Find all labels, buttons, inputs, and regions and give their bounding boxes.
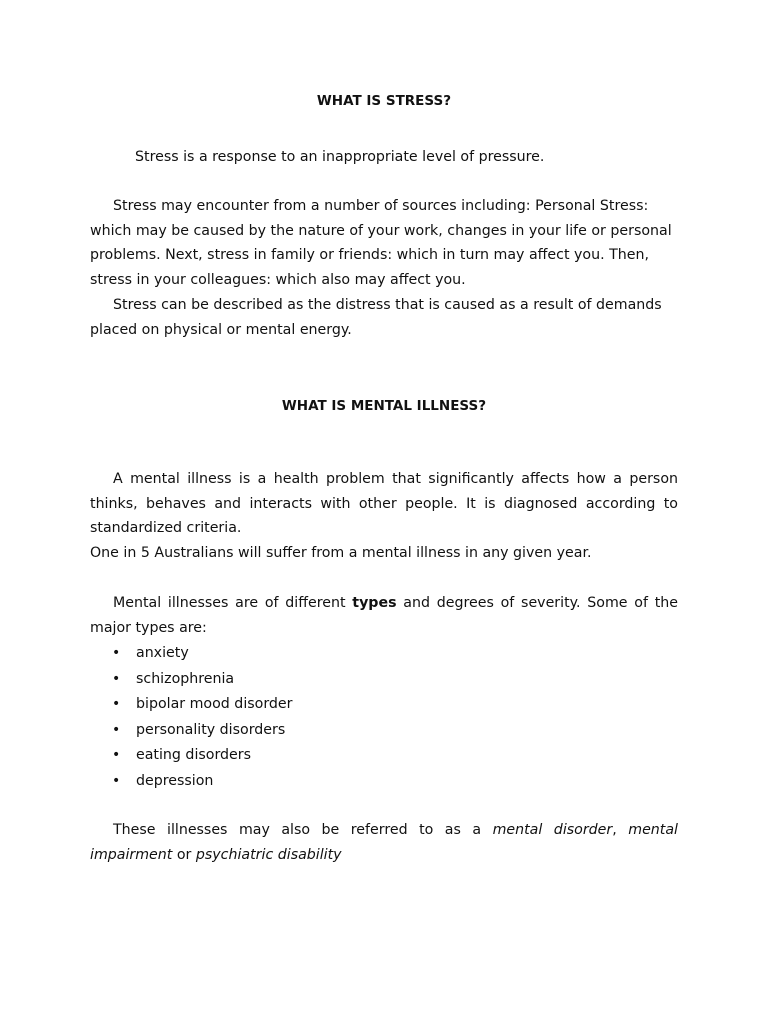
bullet-icon: • — [112, 747, 121, 763]
also-referred-paragraph — [90, 818, 678, 867]
list-item — [112, 667, 512, 693]
list-item — [112, 769, 512, 795]
types-intro-text: and degrees of severity. Some of the major types are: — [90, 595, 678, 636]
paragraph-line: stress in your colleagues: which also may affect you. — [90, 271, 466, 288]
list-item — [112, 641, 512, 667]
term-mental-impairment: mental impairment — [90, 822, 678, 863]
list-item — [112, 718, 512, 744]
heading-what-is-mental-illness: WHAT IS MENTAL ILLNESS? — [281, 398, 487, 414]
stress-definition: Stress is a response to an inappropriate level of pressure. — [135, 149, 545, 165]
paragraph-line: Stress may encounter from a number of sources including: Personal Stress: — [113, 198, 649, 214]
list-item-text: anxiety — [136, 645, 189, 661]
term-mental-disorder: mental disorder — [492, 822, 613, 838]
stress-distress-paragraph — [90, 293, 678, 342]
list-item-text: depression — [136, 772, 214, 789]
paragraph-line: problems. Next, stress in family or friends: which in turn may affect you. Then, — [90, 247, 650, 264]
separator-text: , — [612, 822, 629, 838]
list-item — [112, 692, 512, 718]
list-item — [112, 743, 512, 769]
connector-text: or — [172, 846, 196, 863]
bullet-icon: • — [112, 696, 121, 712]
types-emphasis: types — [352, 595, 397, 611]
also-referred-text: These illnesses may also be referred to as a — [113, 822, 493, 838]
paragraph-line: placed on physical or mental energy. — [90, 321, 352, 338]
heading-what-is-stress: WHAT IS STRESS? — [316, 93, 452, 109]
term-psychiatric-disability: psychiatric disability — [195, 846, 342, 863]
paragraph-line: which may be caused by the nature of your work, changes in your life or personal — [90, 222, 672, 239]
bullet-icon: • — [112, 670, 121, 687]
bullet-icon: • — [112, 772, 121, 789]
stress-sources-paragraph — [90, 194, 678, 292]
bullet-icon: • — [112, 645, 121, 661]
list-item-text: schizophrenia — [136, 670, 235, 687]
types-intro-text: Mental illnesses are of different — [113, 595, 353, 611]
paragraph-line: Stress can be described as the distress that is caused as a result of demands — [113, 297, 662, 313]
list-item-text: personality disorders — [136, 721, 286, 738]
list-item-text: eating disorders — [136, 747, 251, 763]
list-item-text: bipolar mood disorder — [136, 696, 293, 712]
australian-statistic: One in 5 Australians will suffer from a mental illness in any given year. — [90, 545, 592, 561]
mental-illness-types-list — [112, 641, 512, 794]
mental-illness-definition: A mental illness is a health problem that significantly affects how a person thinks, behaves and interacts with other people. It is diagnosed according to standardized criteria. — [90, 471, 678, 537]
bullet-icon: • — [112, 721, 121, 738]
types-intro-paragraph — [90, 591, 678, 640]
